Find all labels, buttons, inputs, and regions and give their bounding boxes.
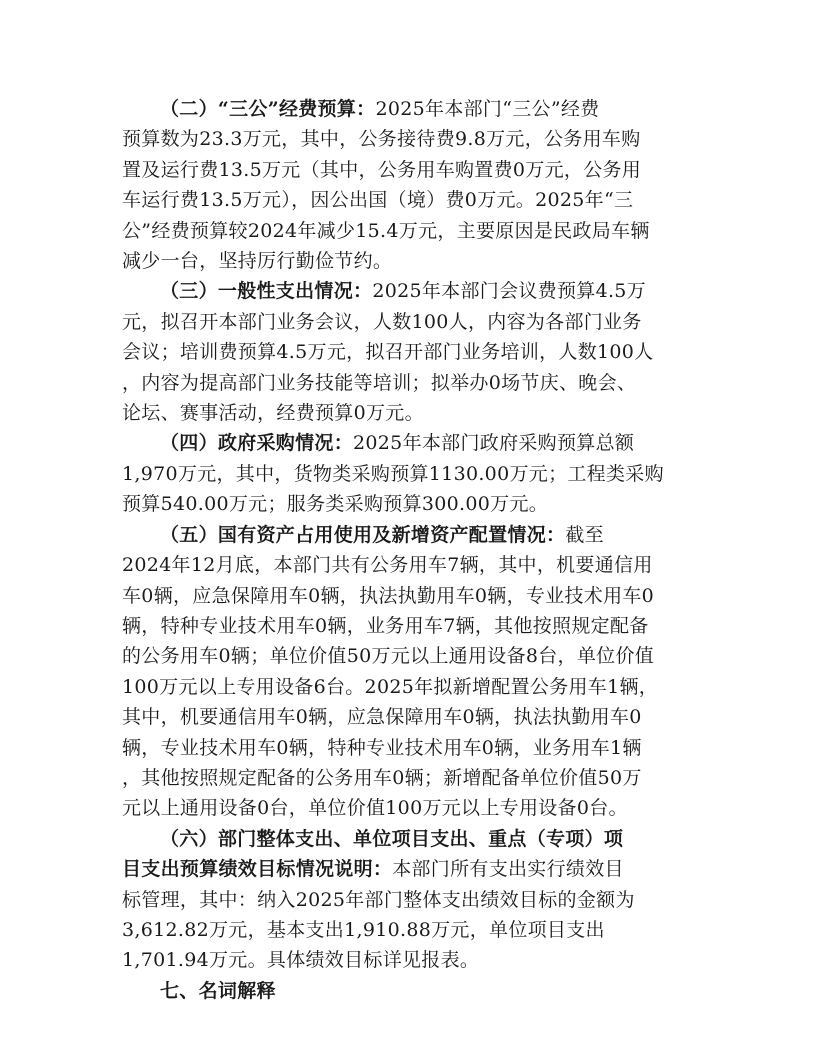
paragraph-line: 元以上通用设备0台，单位价值100万元以上专用设备0台。 [122, 797, 628, 820]
paragraph-line: 其中，机要通信用车0辆，应急保障用车0辆，执法执勤用车0 [122, 706, 642, 729]
paragraph-line: 置及运行费13.5万元（其中，公务用车购置费0万元，公务用 [122, 158, 642, 181]
paragraph-text: 2025年本部门“三公”经费 [375, 98, 600, 120]
section-general-expenditure [122, 276, 702, 428]
section-title: （六）部门整体支出、单位项目支出、重点（专项）项 [160, 827, 624, 850]
section-three-public-budget [122, 94, 702, 276]
paragraph-line [122, 276, 702, 306]
paragraph-line [122, 854, 702, 884]
section-title: （三）一般性支出情况： [160, 280, 373, 303]
paragraph-line: 的公务用车0辆；单位价值50万元以上通用设备8台，单位价值 [122, 645, 655, 668]
paragraph-line: 会议；培训费预算4.5万元，拟召开部门业务培训，人数100人 [122, 341, 654, 364]
section-title: （二）“三公”经费预算： [160, 98, 376, 120]
paragraph-line: ，内容为提高部门业务技能等培训；拟举办0场节庆、晚会、 [122, 371, 637, 394]
section-procurement [122, 428, 702, 519]
paragraph-line: 标管理，其中：纳入2025年部门整体支出绩效目标的金额为 [122, 888, 635, 911]
paragraph-line: 论坛、赛事活动，经费预算0万元。 [122, 402, 424, 425]
section-title-continued: 目支出预算绩效目标情况说明： [122, 858, 393, 881]
paragraph-line: 预算540.00万元；服务类采购预算300.00万元。 [122, 493, 549, 516]
section-state-assets [122, 520, 702, 824]
paragraph-text: 2025年本部门政府采购预算总额 [353, 432, 635, 455]
paragraph-line: 3,612.82万元，基本支出1,910.88万元，单位项目支出 [122, 918, 605, 941]
document-body [122, 94, 702, 1006]
section-performance-targets [122, 824, 702, 976]
paragraph-line: 1,970万元，其中，货物类采购预算1130.00万元；工程类采购 [122, 462, 664, 485]
section-title: （五）国有资产占用使用及新增资产配置情况： [160, 523, 566, 546]
paragraph-line: 100万元以上专用设备6台。2025年拟新增配置公务用车1辆， [122, 675, 659, 698]
paragraph-text: 2025年本部门会议费预算4.5万 [372, 280, 646, 303]
paragraph-line: 减少一台，坚持厉行勤俭节约。 [122, 250, 393, 273]
paragraph-line [122, 520, 702, 550]
section-title: （四）政府采购情况： [160, 432, 354, 455]
paragraph-line [122, 94, 702, 124]
paragraph-text: 本部门所有支出实行绩效目 [392, 858, 624, 881]
paragraph-line [122, 428, 702, 458]
paragraph-line: 车0辆，应急保障用车0辆，执法执勤用车0辆，专业技术用车0 [122, 584, 655, 607]
paragraph-text: 截至 [565, 523, 604, 546]
paragraph-line: 元，拟召开本部门业务会议，人数100人，内容为各部门业务 [122, 310, 642, 333]
paragraph-line: 辆，特种专业技术用车0辆，业务用车7辆，其他按照规定配备 [122, 614, 649, 637]
paragraph-line: 2024年12月底，本部门共有公务用车7辆，其中，机要通信用 [122, 554, 653, 577]
glossary-heading: 七、名词解释 [160, 979, 276, 1002]
paragraph-line: 辆，专业技术用车0辆，特种专业技术用车0辆，业务用车1辆 [122, 736, 642, 759]
paragraph-line: 车运行费13.5万元），因公出国（境）费0万元。2025年“三 [122, 189, 634, 212]
paragraph-line: ，其他按照规定配备的公务用车0辆；新增配备单位价值50万 [122, 766, 642, 789]
paragraph-line: 预算数为23.3万元，其中，公务接待费9.8万元，公务用车购 [122, 128, 641, 151]
paragraph-line: 1,701.94万元。具体绩效目标详见报表。 [122, 949, 480, 972]
paragraph-line: 公”经费预算较2024年减少15.4万元，主要原因是民政局车辆 [122, 219, 650, 242]
